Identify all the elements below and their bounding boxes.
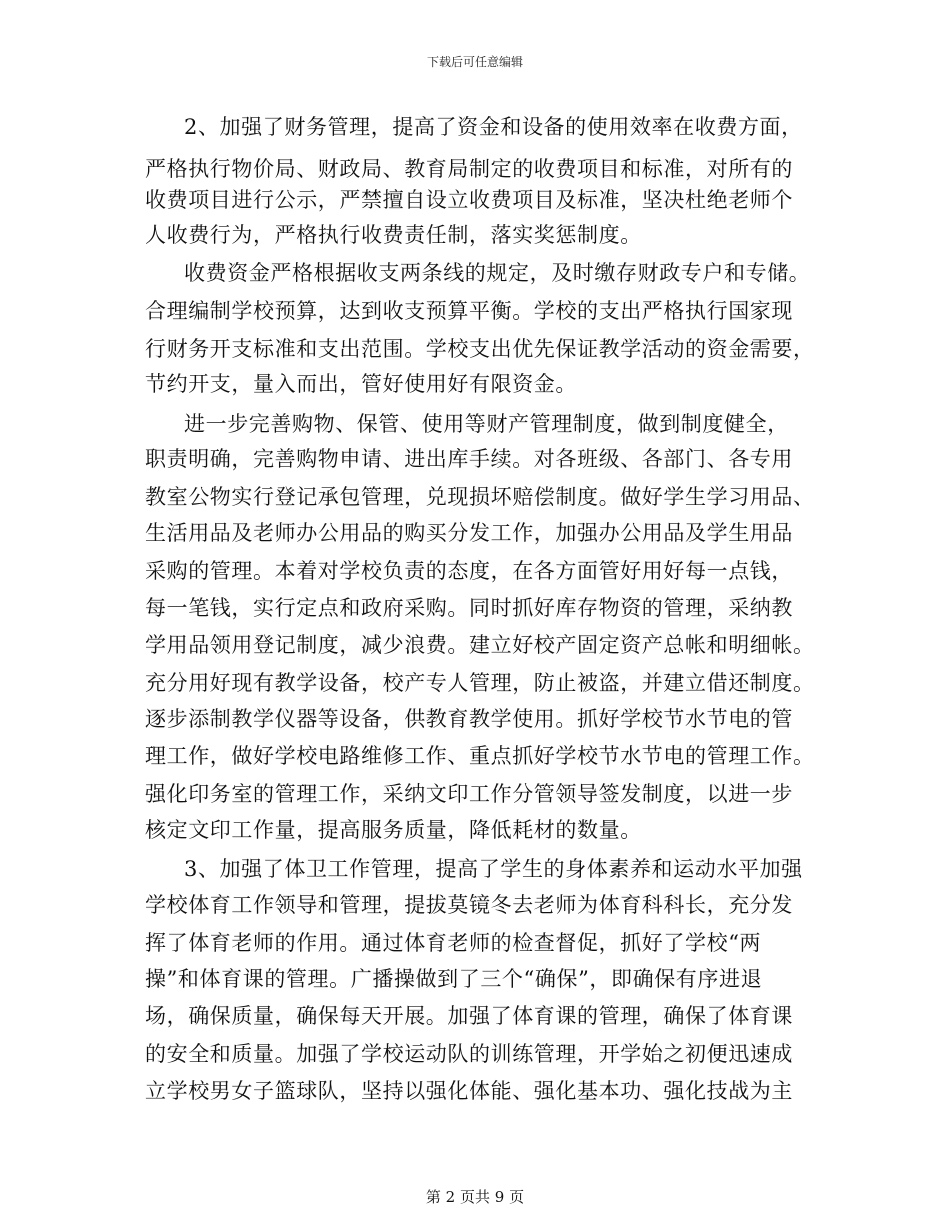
text-line: 强化印务室的管理工作，采纳文印工作分管领导签发制度，以进一步	[145, 782, 793, 806]
text-line: 收费资金严格根据收支两条线的规定，及时缴存财政专户和专储。	[184, 261, 811, 285]
text-line: 采购的管理。本着对学校负责的态度，在各方面管好用好每一点钱，	[145, 559, 793, 583]
text-line: 行财务开支标准和支出范围。学校支出优先保证教学活动的资金需要，	[145, 337, 815, 361]
text-line: 每一笔钱，实行定点和政府采购。同时抓好库存物资的管理，采纳教	[145, 596, 793, 620]
text-line: 核定文印工作量，提高服务质量，降低耗材的数量。	[145, 818, 642, 842]
text-line: 收费项目进行公示，严禁擅自设立收费项目及标准，坚决杜绝老师个	[145, 188, 793, 212]
text-line: 教室公物实行登记承包管理，兑现损坏赔偿制度。做好学生学习用品、	[145, 485, 815, 509]
text-line: 人收费行为，严格执行收费责任制，落实奖惩制度。	[145, 223, 642, 247]
text-line: 充分用好现有教学设备，校产专人管理，防止被盗，并建立借还制度。	[145, 671, 815, 695]
text-line: 进一步完善购物、保管、使用等财产管理制度，做到制度健全，	[184, 412, 789, 436]
text-line: 2、加强了财务管理，提高了资金和设备的使用效率在收费方面，	[184, 115, 803, 139]
text-line: 节约开支，量入而出，管好使用好有限资金。	[145, 372, 577, 396]
text-line: 逐步添制教学仪器等设备，供教育教学使用。抓好学校节水节电的管	[145, 707, 793, 731]
page-header: 下载后可任意编辑	[426, 55, 523, 69]
text-line: 学用品领用登记制度，减少浪费。建立好校产固定资产总帐和明细帐。	[145, 633, 815, 657]
text-line: 操”和体育课的管理。广播操做到了三个“确保”，即确保有序进退	[145, 967, 763, 991]
text-line: 职责明确，完善购物申请、进出库手续。对各班级、各部门、各专用	[145, 447, 793, 471]
text-line: 挥了体育老师的作用。通过体育老师的检查督促，抓好了学校“两	[145, 931, 762, 955]
page-footer: 第 2 页共 9 页	[425, 1188, 525, 1206]
text-line: 立学校男女子篮球队，坚持以强化体能、强化基本功、强化技战为主	[145, 1079, 793, 1103]
text-line: 场，确保质量，确保每天开展。加强了体育课的管理，确保了体育课	[145, 1004, 793, 1028]
text-line: 3、加强了体卫工作管理，提高了学生的身体素养和运动水平加强	[184, 857, 803, 881]
text-line: 严格执行物价局、财政局、教育局制定的收费项目和标准，对所有的	[145, 157, 793, 181]
text-line: 学校体育工作领导和管理，提拔莫镜冬去老师为体育科科长，充分发	[145, 893, 793, 917]
text-line: 的安全和质量。加强了学校运动队的训练管理，开学始之初便迅速成	[145, 1042, 793, 1066]
text-line: 合理编制学校预算，达到收支预算平衡。学校的支出严格执行国家现	[145, 299, 793, 323]
text-line: 理工作，做好学校电路维修工作、重点抓好学校节水节电的管理工作。	[145, 744, 815, 768]
text-line: 生活用品及老师办公用品的购买分发工作，加强办公用品及学生用品	[145, 521, 793, 545]
